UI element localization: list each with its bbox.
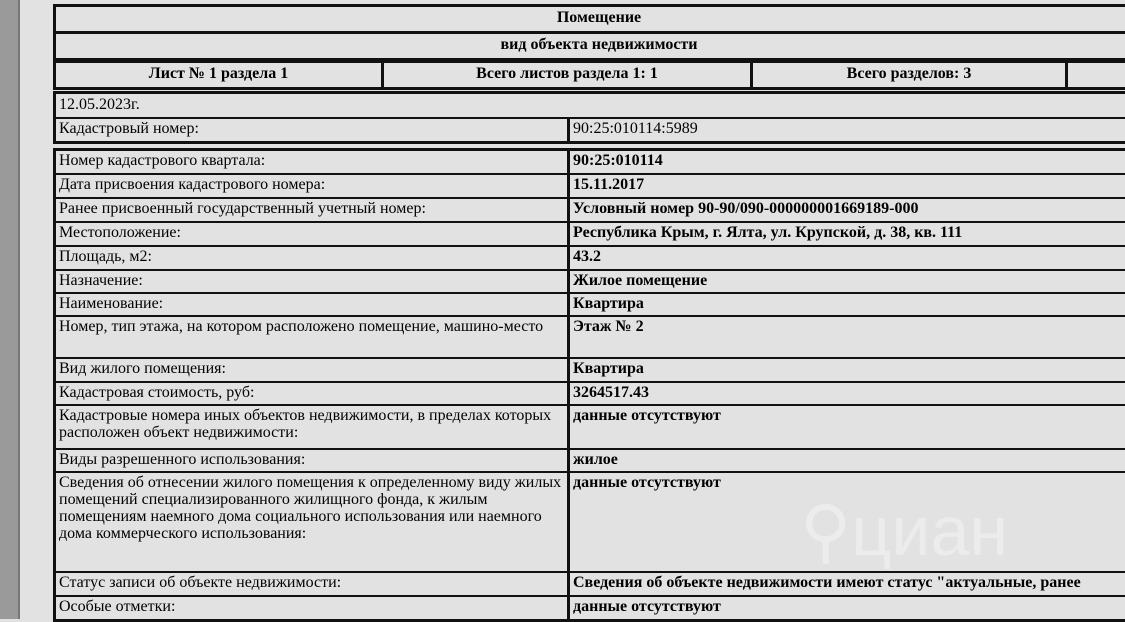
cadastral-number-label: Кадастровый номер:: [56, 119, 570, 141]
sheet-info: [53, 60, 1125, 90]
row-label: Дата присвоения кадастрового номера:: [56, 175, 570, 197]
left-margin: [0, 0, 20, 619]
row-label: Площадь, м2:: [56, 247, 570, 269]
table-row: [56, 245, 1125, 269]
row-label: Вид жилого помещения:: [56, 359, 570, 381]
table-row: [56, 269, 1125, 292]
row-label: Ранее присвоенный государственный учетный номер:: [56, 199, 570, 221]
row-value: данные отсутствуют: [573, 598, 721, 615]
row-label: Сведения об отнесении жилого помещения к определенному виду жилых помещений специализированного жилищного фонда, к жилым помещениям наемного дома социального использования или наемного дома коммерческого использования:: [56, 473, 570, 571]
row-value: Квартира: [573, 295, 644, 312]
row-label: Кадастровые номера иных объектов недвижимости, в пределах которых расположен объект недвижимости:: [56, 406, 570, 448]
row-value: Условный номер 90-90/090-000000001669189-000: [573, 200, 919, 217]
row-label: Виды разрешенного использования:: [56, 450, 570, 471]
row-value: 43.2: [573, 248, 601, 265]
total-sections: Всего разделов: 3: [753, 63, 1068, 87]
table-row: [56, 404, 1125, 448]
object-type-header: [53, 4, 1125, 61]
table-row: [56, 151, 1125, 173]
watermark-logo: ⚲циан: [800, 492, 1009, 570]
row-label: Кадастровая стоимость, руб:: [56, 383, 570, 404]
table-row: [56, 381, 1125, 404]
row-label: Назначение:: [56, 271, 570, 292]
row-label: Местоположение:: [56, 223, 570, 245]
row-value: 90:25:010114: [573, 152, 663, 169]
row-value: Этаж № 2: [573, 318, 644, 335]
row-value: Квартира: [573, 360, 644, 377]
cadastral-number-value: 90:25:010114:5989: [573, 120, 698, 137]
table-row: [56, 448, 1125, 471]
object-type: Помещение: [556, 9, 642, 26]
row-label: Особые отметки:: [56, 597, 570, 619]
row-value: 3264517.43: [573, 384, 649, 401]
table-row: [56, 197, 1125, 221]
sheet-number: Лист № 1 раздела 1: [56, 63, 384, 87]
property-details-table: [53, 148, 1125, 622]
table-row: [56, 571, 1125, 595]
row-value: Республика Крым, г. Ялта, ул. Крупской, д. 38, кв. 111: [573, 224, 963, 241]
extract-date: 12.05.2023г.: [56, 94, 1125, 119]
total-sheets: Всего листов раздела 1: 1: [384, 63, 753, 87]
table-row: [56, 173, 1125, 197]
row-value: 15.11.2017: [573, 176, 645, 193]
table-row: [56, 471, 1125, 571]
row-label: Номер, тип этажа, на котором расположено помещение, машино-место: [56, 317, 570, 357]
row-label: Номер кадастрового квартала:: [56, 151, 570, 173]
row-value: данные отсутствуют: [573, 407, 721, 424]
row-label: Наименование:: [56, 294, 570, 315]
row-label: Статус записи об объекте недвижимости:: [56, 573, 570, 595]
row-value: Сведения об объекте недвижимости имеют статус "актуальные, ранее: [573, 574, 1081, 591]
row-value: данные отсутствуют: [573, 474, 721, 491]
cadastral-header-table: [53, 91, 1125, 144]
table-row: [56, 595, 1125, 619]
table-row: [56, 292, 1125, 315]
table-row: [56, 315, 1125, 357]
object-type-caption: вид объекта недвижимости: [56, 31, 1125, 58]
row-value: Жилое помещение: [573, 272, 708, 289]
table-row: [56, 357, 1125, 381]
row-value: жилое: [573, 451, 618, 468]
table-row: [56, 221, 1125, 245]
